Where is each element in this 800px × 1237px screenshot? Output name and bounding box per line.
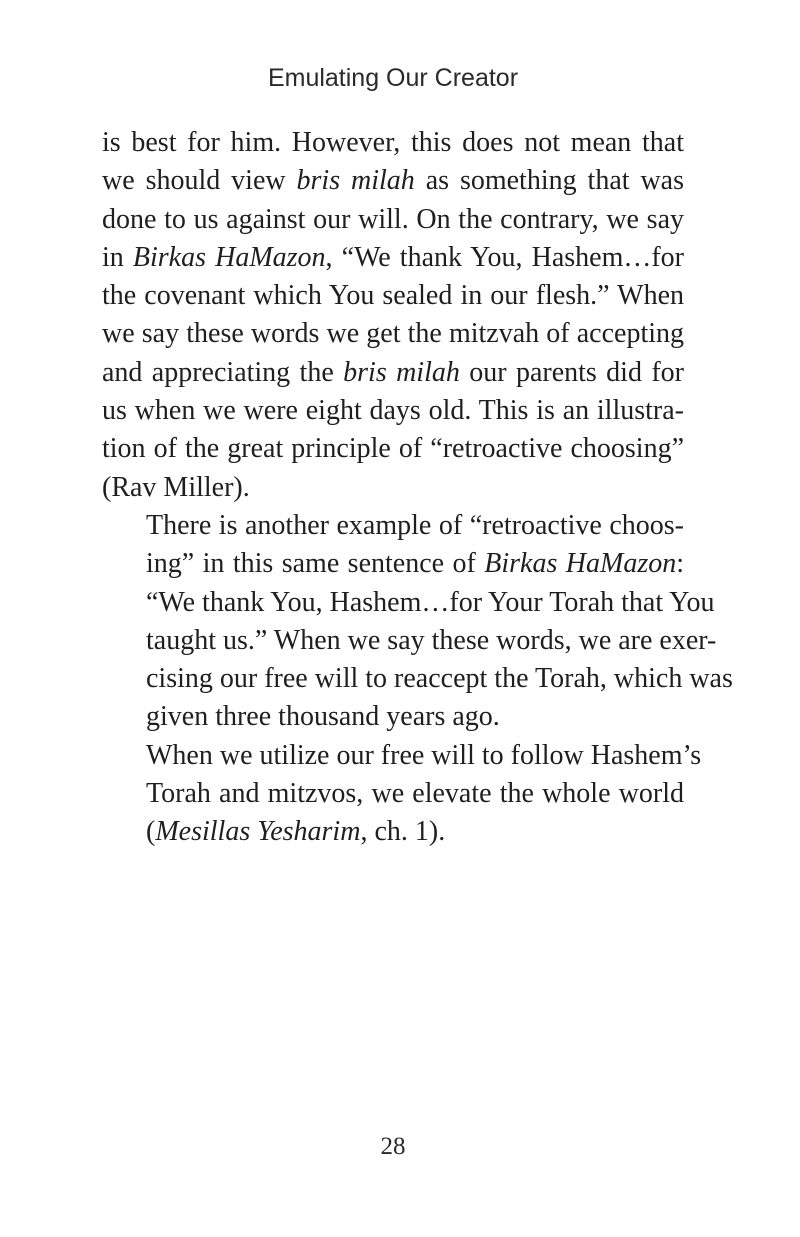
text-line xyxy=(102,201,684,239)
text-run: our parents did for xyxy=(459,356,684,388)
text-line xyxy=(102,775,684,813)
text-line xyxy=(102,507,684,545)
text-run: tion of the great principle of “retroactive choosing” xyxy=(102,433,684,465)
text-line xyxy=(102,239,684,277)
text-line xyxy=(102,392,684,430)
text-run: ing” in this same sentence of xyxy=(146,548,485,580)
italic-text: Mesillas Yesharim xyxy=(155,816,361,848)
text-run: we should view xyxy=(102,165,297,197)
text-run: us when we were eight days old. This is an illustra- xyxy=(102,395,684,427)
text-run: Torah and mitzvos, we elevate the whole world xyxy=(146,778,684,810)
text-line xyxy=(102,584,715,622)
text-run: as something that was xyxy=(414,165,684,197)
text-run: is best for him. However, this does not mean that xyxy=(102,127,684,158)
body-text xyxy=(102,124,733,852)
text-line xyxy=(102,622,717,660)
paragraph xyxy=(102,507,733,737)
text-line xyxy=(102,315,684,353)
italic-text: Birkas HaMazon xyxy=(132,241,326,273)
text-line xyxy=(102,277,684,315)
text-line xyxy=(102,545,684,583)
text-run: we say these words we get the mitzvah of accepting xyxy=(102,318,684,350)
text-run: (Rav Miller). xyxy=(102,471,250,503)
text-run: : xyxy=(676,548,685,580)
text-line xyxy=(102,430,684,468)
text-run: ( xyxy=(146,816,156,848)
text-line xyxy=(102,737,702,775)
text-line xyxy=(102,124,684,162)
text-run: cising our free will to reaccept the Torah, which was xyxy=(146,663,733,695)
text-run: given three thousand years ago. xyxy=(146,701,500,733)
text-run: taught us.” When we say these words, we are exer- xyxy=(146,624,717,656)
text-run: and appreciating the xyxy=(102,356,344,388)
text-line xyxy=(102,162,684,200)
paragraph xyxy=(102,737,702,852)
text-line xyxy=(102,813,684,851)
text-run: When we utilize our free will to follow Hashem’s xyxy=(146,739,702,771)
text-run: done to us against our will. On the contrary, we say xyxy=(102,203,684,235)
text-run: There is another example of “retroactive choos- xyxy=(146,509,684,541)
paragraph xyxy=(102,124,684,507)
text-line xyxy=(102,469,684,507)
text-line xyxy=(102,660,733,698)
text-line xyxy=(102,698,684,736)
text-run: the covenant which You sealed in our flesh.” When xyxy=(102,280,684,312)
text-run: , “We thank You, Hashem…for xyxy=(325,241,685,273)
italic-text: bris milah xyxy=(296,165,415,197)
page-number: 28 xyxy=(380,1133,406,1160)
text-run: , ch. 1). xyxy=(360,816,446,848)
running-head-title: Emulating Our Creator xyxy=(267,64,519,92)
text-run: in xyxy=(102,241,133,273)
italic-text: bris milah xyxy=(343,356,460,388)
text-run: “We thank You, Hashem…for Your Torah that You xyxy=(146,586,715,618)
italic-text: Birkas HaMazon xyxy=(484,548,677,580)
text-line xyxy=(102,354,684,392)
